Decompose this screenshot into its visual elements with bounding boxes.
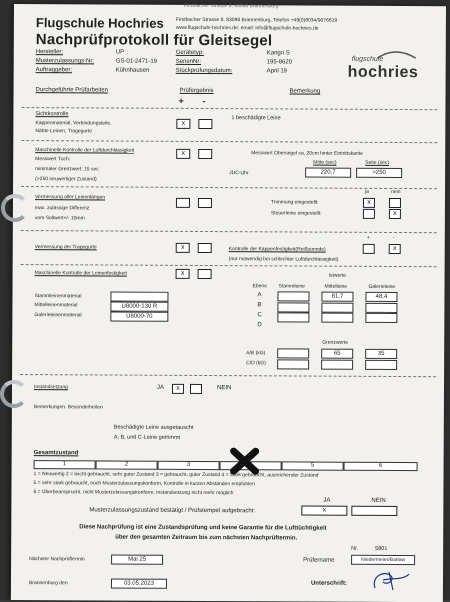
stamm-b-value[interactable]: [277, 302, 309, 312]
col-ergebnis: Prüfergebnis: [179, 87, 214, 95]
confirm-ja-label: JA: [323, 497, 331, 504]
stamm-mat-label: Stammleinenmaterial: [34, 293, 82, 300]
galerie-c-value[interactable]: [365, 313, 397, 323]
col-arbeiten: Durchgeführte Prüfarbeiten: [35, 87, 108, 94]
mitte-value[interactable]: 220,7: [305, 168, 351, 178]
typ-value: Kangri S: [266, 50, 290, 57]
leinen-minus-checkbox[interactable]: [198, 269, 212, 279]
auftrag-label: Auftraggeber:: [35, 67, 73, 74]
bemerk-line2: A, B, und C-Leine getrimmt: [113, 434, 181, 441]
sicht-minus-checkbox[interactable]: [198, 119, 212, 129]
mittel-col-label: Mittelleine: [324, 283, 348, 290]
luft-title: Maschinelle Kontrolle der Luftdurchlässigkeit: [35, 147, 135, 154]
naechster-value[interactable]: Mai 25: [111, 555, 163, 565]
col-bemerkung: Bemerkung: [289, 88, 321, 95]
divider: [21, 264, 437, 267]
mittel-c-value[interactable]: [321, 313, 353, 323]
row-c-label: C: [257, 312, 262, 319]
leinen-plus-checkbox[interactable]: x: [176, 269, 190, 279]
trimmung-ja-checkbox[interactable]: x: [363, 198, 375, 208]
kappe-minus-checkbox[interactable]: x: [389, 244, 401, 254]
signature-icon: [365, 566, 417, 594]
divider: [21, 140, 437, 143]
mittel-mat-label: Mittelleinenmaterial: [34, 302, 78, 309]
verm-minus-checkbox[interactable]: [198, 198, 212, 208]
school-logo: [346, 54, 426, 84]
sicht-sub2: Nähte Leinen, Tragegurte: [35, 128, 93, 135]
instand-nein-label: NEIN: [216, 385, 232, 392]
ja-label: ja: [365, 188, 369, 195]
pruefer-value[interactable]: Niedermeier/Barlow: [351, 555, 415, 565]
gesamt-title: Gesamtzustand: [33, 450, 79, 457]
confirm-label: Musterzulassungszustand bestätigt / Prüfstempel aufgebracht:: [89, 507, 256, 515]
scale-cell-5[interactable]: 5: [282, 461, 344, 470]
grenz-galerie-ab[interactable]: 35: [365, 349, 397, 359]
bemerk-line1: Beschädigte Leine ausgetauscht: [113, 424, 194, 431]
steuer-label: Steuerleine eingestellt:: [270, 210, 322, 217]
ort-label: Brannenburg den: [28, 580, 68, 587]
cut-header-text: Firstbacher Strasse 8, 83098 Brannenburg: [183, 2, 279, 10]
grenz-mittel-ab[interactable]: 65: [321, 349, 353, 359]
ort-value[interactable]: 03.05.2023: [111, 579, 167, 589]
verm-sub1: max. zulässige Differenz: [34, 205, 90, 212]
disclaimer-line1: Diese Nachprüfung ist eine Zustandsprüfung und keine Garantie für die Lufttüchtigkeit: [79, 524, 327, 532]
stamm-a-value[interactable]: [277, 291, 309, 301]
serien-value: 195-8620: [266, 59, 293, 66]
grenz-mittel-cd[interactable]: [321, 360, 353, 370]
galerie-b-value[interactable]: [365, 303, 397, 313]
disclaimer-line2: über den gesamten Zeitraum bis zum nächsten Nachprüftermin.: [115, 534, 298, 542]
scale-cell-6[interactable]: 6: [344, 462, 418, 471]
signature-area: [365, 566, 417, 594]
trimmung-label: Trimmung eingestellt:: [270, 199, 319, 206]
stamm-c-value[interactable]: [277, 312, 309, 322]
verm-plus-checkbox[interactable]: [176, 198, 190, 208]
instand-ja-checkbox[interactable]: x: [172, 384, 184, 394]
kappe-plus-sign: +: [366, 234, 370, 241]
instand-title: Instandsetzung: [33, 384, 68, 391]
grenz-label: Grenzwerte: [322, 339, 349, 346]
divider: [21, 230, 437, 233]
verm-sub2: vom Sollwert+/- 10mm: [34, 215, 85, 222]
serien-label: SerienNr:: [175, 58, 202, 65]
mitte-label: Mitte (sec): [313, 159, 337, 166]
steuer-ja-checkbox[interactable]: [363, 209, 375, 219]
protocol-title: Nachprüfprotokoll für Gleitsegel: [35, 31, 273, 50]
binder-ring-bottom: [0, 380, 28, 408]
paraglider-icon: [376, 48, 450, 60]
row-d-label: D: [257, 322, 262, 329]
luft-note: Messwert Obersegel ca. 20cm hinter Eintrittskante: [251, 150, 363, 157]
hersteller-value: UP: [115, 49, 125, 56]
stamm-col-label: Stammleine: [278, 283, 305, 290]
seite-value[interactable]: >250: [356, 168, 402, 178]
instand-ja-label: JA: [156, 384, 165, 391]
row-a-label: A: [257, 292, 262, 299]
confirm-nein-box[interactable]: [351, 506, 397, 516]
logo-line2: hochries: [347, 63, 419, 82]
scale-cell-3[interactable]: 3: [158, 461, 220, 470]
divider: [21, 107, 437, 110]
steuer-nein-checkbox[interactable]: x: [389, 209, 401, 219]
kappe-minus-sign: -: [392, 234, 395, 241]
legend-line2: 5 = sehr stark gebraucht, noch Musterzulassungskonform, Kontrolle in kurzen Abständen empfohlen: [33, 480, 255, 488]
pruefer-label: Prüfername: [303, 557, 335, 564]
seite-label: Seite (sec): [365, 159, 390, 166]
confirm-ja-box[interactable]: x: [301, 506, 347, 516]
scale-cell-1[interactable]: 1: [34, 460, 96, 469]
leinen-title: Maschinelle Kontrolle der Leinenfestigkeit: [34, 270, 127, 277]
galerie-col-label: Galerieleine: [368, 283, 396, 290]
nr-label: Nr.: [351, 545, 359, 552]
legend-line1: 1 = Neuwertig 2 = leicht gebraucht, sehr guter Zustand 3 = gebraucht, guter Zustand 4 = stark gebraucht, ausreichender Zustand: [33, 471, 319, 479]
grenz-stamm-cd[interactable]: [277, 359, 309, 369]
sicht-title: Sichtkontrolle: [35, 111, 69, 118]
unterschrift-label: Unterschrift:: [310, 580, 348, 587]
verm-title: Vermessung aller Leinenlängen: [34, 194, 106, 201]
mittel-a-value[interactable]: 81,7: [321, 292, 353, 302]
kappe-plus-checkbox[interactable]: [363, 244, 375, 254]
divider: [20, 374, 436, 377]
logo-line1: flugschule: [351, 55, 384, 63]
nein-label: nein: [391, 188, 401, 196]
galerie-mat-label: Galerieleinenmaterial: [34, 312, 82, 319]
trage-title: Vermessung der Tragegurte: [34, 244, 97, 251]
stamm-mat-value[interactable]: [110, 292, 168, 302]
legend-line3: 6 = Überbeansprucht, nicht Musterzulassungskonform, Instandsetzung nicht mehr möglich: [33, 489, 234, 497]
selected-cross-mark: [230, 447, 260, 475]
kappe-sub: (nur notwendig bei schlechter Luftdurchlässigkeit): [228, 256, 339, 263]
muster-label: Musterzulassungs-Nr:: [35, 58, 95, 65]
stueck-label: Stückprüfungsdatum:: [175, 67, 233, 75]
address-line: Firstbacher Strasse 8, 83098 Brannenburg, Telefon +49(0)8034/9076619: [175, 16, 338, 24]
galerie-a-value[interactable]: 48,4: [365, 292, 397, 302]
ab-label: A/B (kG): [246, 350, 266, 357]
plus-sign: +: [178, 95, 184, 106]
web-email-line: www.flugschule-hochries.de; email: info@flugschule-hochries.de: [175, 24, 319, 32]
luft-minus-checkbox[interactable]: [198, 149, 212, 159]
galerie-mat-value[interactable]: U8000-70: [110, 312, 168, 322]
cd-label: C/D (kG): [246, 360, 266, 367]
grenz-stamm-ab[interactable]: [277, 348, 309, 358]
mittel-mat-value[interactable]: U8000-130 R: [110, 302, 168, 312]
grenz-galerie-cd[interactable]: [365, 360, 397, 370]
istwerte-label: Istwerte: [328, 272, 347, 279]
protocol-sheet: [11, 4, 446, 602]
trage-minus-checkbox[interactable]: [198, 243, 212, 253]
divider: [21, 186, 437, 189]
jdc-label: JDC-Uhr: [229, 170, 249, 177]
ebene-label: Ebene: [252, 283, 268, 290]
school-title: Flugschule Hochries: [35, 15, 164, 31]
luft-plus-checkbox[interactable]: x: [176, 149, 190, 159]
minus-sign: -: [202, 95, 206, 107]
nr-value: 5801: [375, 545, 388, 552]
kappe-label: Kontrolle der Kappenfestigkeit(Reißsonnde): [228, 246, 326, 253]
luft-sub3: (>250 neuwertiger Zustand): [35, 176, 97, 183]
binder-ring-top: [1, 194, 29, 222]
typ-label: Gerätetyp:: [175, 49, 204, 56]
sicht-note: 1 beschädigte Leine: [231, 115, 281, 122]
hersteller-label: Hersteller:: [35, 49, 64, 56]
row-b-label: B: [257, 302, 262, 309]
luft-sub2: minimaler Grenzwert: 15 sec: [35, 166, 99, 173]
sicht-plus-checkbox[interactable]: x: [176, 119, 190, 129]
luft-sub1: Messwert Tuch:: [35, 156, 71, 163]
sicht-sub1: Kappenmaterial, Verbindungsteile,: [35, 120, 112, 127]
scale-cell-2[interactable]: 2: [96, 460, 158, 469]
confirm-nein-label: NEIN: [371, 497, 386, 504]
mittel-b-value[interactable]: [321, 303, 353, 313]
naechster-label: Nächster Nachprüftermin: [29, 556, 85, 563]
instand-nein-checkbox[interactable]: [190, 384, 202, 394]
auftrag-value: Kühnhausen: [115, 67, 150, 74]
trimmung-nein-checkbox[interactable]: [389, 198, 401, 208]
muster-value: GS-01-2471-19: [115, 58, 158, 65]
stueck-value: April 19: [266, 68, 288, 75]
trage-plus-checkbox[interactable]: x: [176, 243, 190, 253]
bemerk-title: Bemerkungen, Besonderheiten: [33, 404, 103, 411]
